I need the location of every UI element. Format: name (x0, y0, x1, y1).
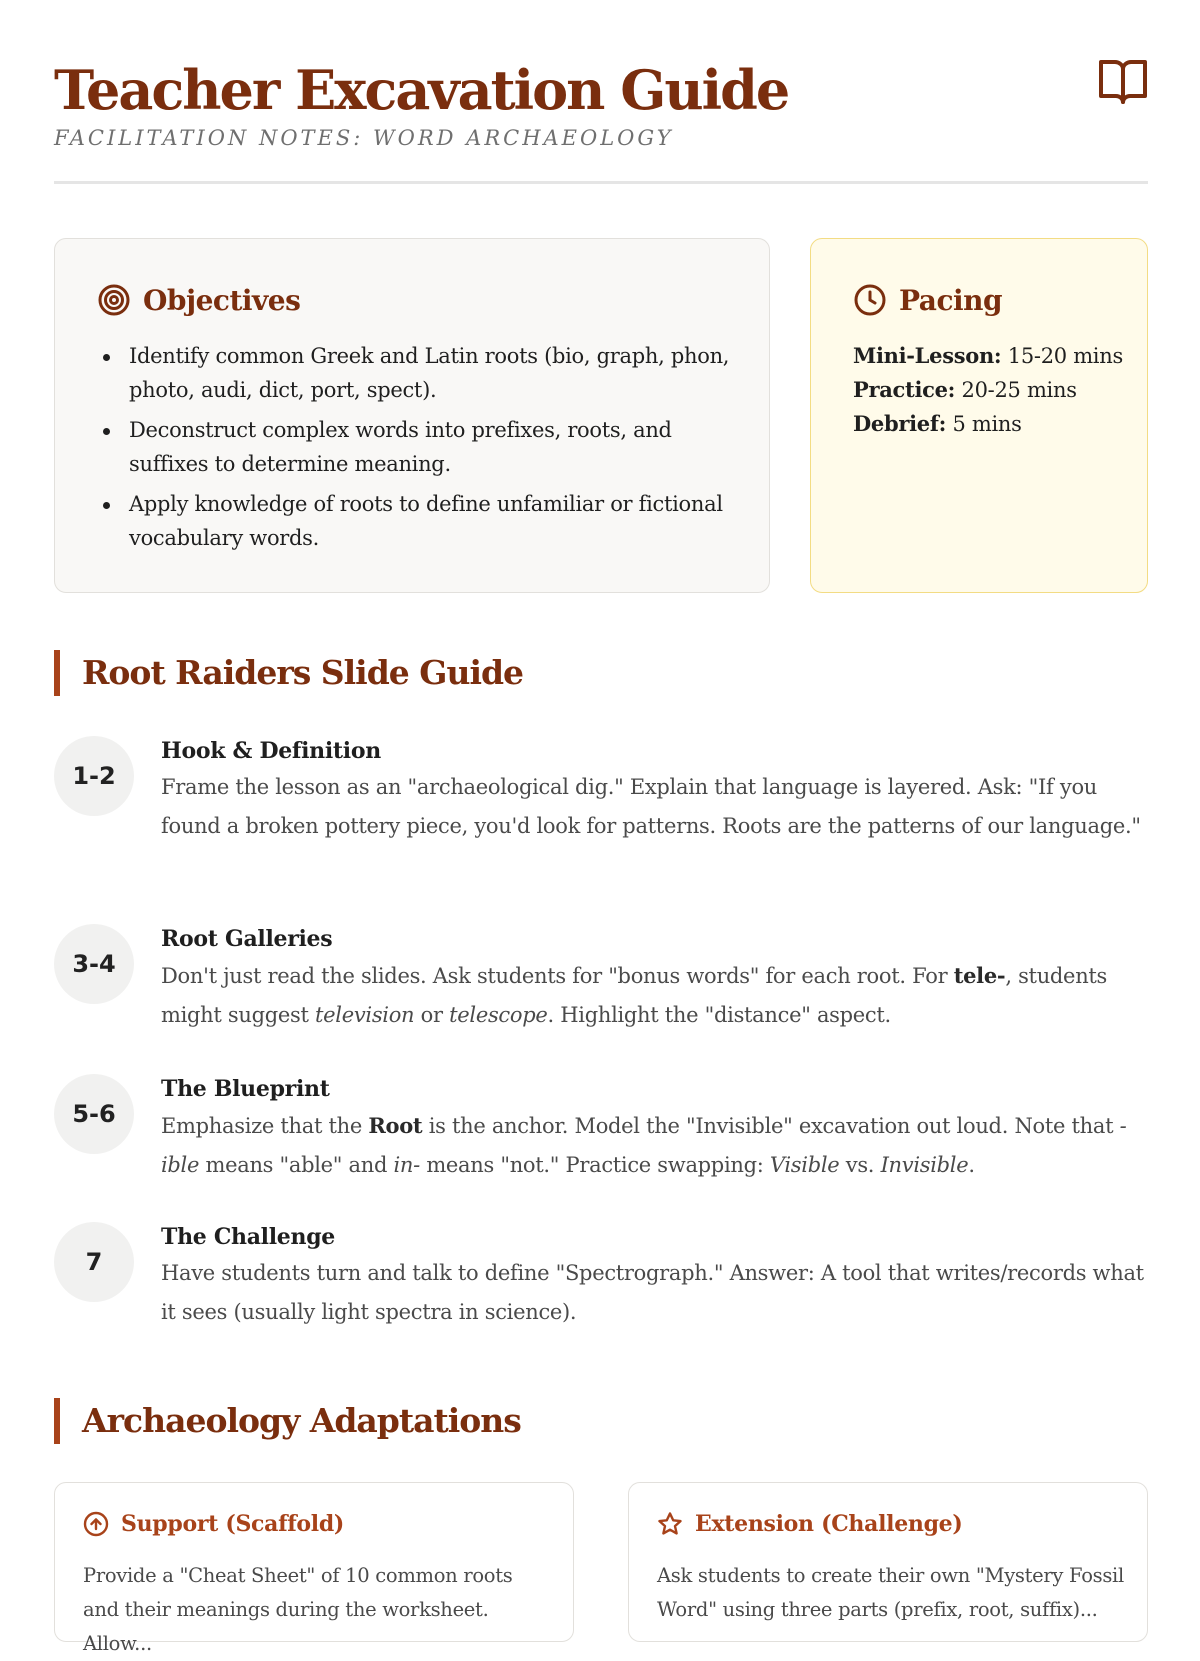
clock-icon (853, 283, 887, 317)
arrow-up-circle-icon (83, 1511, 109, 1537)
extension-card (628, 1482, 1148, 1642)
slide-number-badge: 3-4 (54, 924, 134, 1004)
objectives-heading: Objectives (143, 283, 301, 317)
extension-heading: Extension (Challenge) (695, 1511, 963, 1537)
step-text-italic: telescope (449, 1003, 548, 1027)
slide-guide-heading: Root Raiders Slide Guide (54, 650, 523, 696)
support-heading: Support (Scaffold) (121, 1511, 345, 1537)
objectives-list (129, 339, 739, 561)
step-text: . Highlight the "distance" aspect. (547, 1003, 891, 1027)
step-description (161, 1106, 1151, 1185)
step-text-italic: in- (393, 1153, 420, 1177)
pacing-details (853, 339, 1123, 441)
step-text: means "not." Practice swapping: (419, 1153, 770, 1177)
step-text-italic: Invisible (880, 1153, 969, 1177)
support-card (54, 1482, 574, 1655)
support-text: Provide a "Cheat Sheet" of 10 common roots and their meanings during the worksheet. Allow... (83, 1564, 513, 1655)
step-text: is the anchor. Model the "Invisible" excavation out loud. Note that (422, 1114, 1120, 1138)
adaptations-heading: Archaeology Adaptations (54, 1398, 521, 1444)
step-text-italic: television (315, 1003, 415, 1027)
step-title: Root Galleries (161, 926, 333, 952)
slide-number-badge: 1-2 (54, 736, 134, 816)
step-text: vs. (839, 1153, 881, 1177)
step-title: The Challenge (161, 1224, 335, 1250)
step-text: Have students turn and talk to define "Spectrograph." Answer: A tool that writes/records what it sees (usually light spectra in science). (161, 1261, 1144, 1324)
step-description (161, 1254, 1151, 1332)
pacing-label: Debrief: (853, 411, 947, 436)
pacing-value: 5 mins (952, 412, 1022, 436)
step-text: or (414, 1003, 450, 1027)
support-header (83, 1511, 344, 1537)
step-text: . (968, 1153, 975, 1177)
step-text-bold: Root (368, 1113, 423, 1138)
objectives-card (54, 238, 770, 593)
step-text: Emphasize that the (161, 1114, 369, 1138)
step-description (161, 956, 1151, 1035)
step-description (161, 768, 1151, 846)
pacing-value: 15-20 mins (1007, 344, 1123, 368)
pacing-header (853, 283, 1002, 317)
star-icon (657, 1511, 683, 1537)
list-item: Identify common Greek and Latin roots (bio, graph, phon, photo, audi, dict, port, spect). (129, 339, 739, 407)
pacing-row-debrief (853, 407, 1123, 441)
pacing-label: Mini-Lesson: (853, 343, 1002, 368)
page-title: Teacher Excavation Guide (54, 58, 789, 122)
step-text-italic: -ible (161, 1114, 1127, 1177)
objectives-header (97, 283, 300, 317)
page-subtitle: FACILITATION NOTES: WORD ARCHAEOLOGY (54, 126, 674, 150)
step-text-bold: tele- (953, 963, 1006, 988)
open-book-icon (1098, 56, 1148, 106)
pacing-label: Practice: (853, 377, 956, 402)
step-text-italic: Visible (769, 1153, 840, 1177)
step-title: The Blueprint (161, 1076, 330, 1102)
slide-number-badge: 7 (54, 1222, 134, 1302)
extension-text: Ask students to create their own "Mystery Fossil Word" using three parts (prefix, root, suffix)... (657, 1564, 1124, 1621)
step-text: Don't just read the slides. Ask students for "bonus words" for each root. For (161, 964, 954, 988)
step-text: , students might suggest (161, 964, 1108, 1027)
extension-header (657, 1511, 962, 1537)
pacing-card (810, 238, 1148, 593)
step-text: Frame the lesson as an "archaeological dig." Explain that language is layered. Ask: "If you found a broken pottery piece, you'd look for patterns. Roots are the patterns of our language." (161, 775, 1141, 838)
pacing-row-practice (853, 373, 1123, 407)
pacing-value: 20-25 mins (961, 378, 1077, 402)
page-header (54, 56, 1148, 184)
pacing-heading: Pacing (899, 283, 1003, 317)
step-title: Hook & Definition (161, 738, 381, 764)
slide-number-badge: 5-6 (54, 1074, 134, 1154)
list-item: Apply knowledge of roots to define unfamiliar or fictional vocabulary words. (129, 487, 739, 555)
target-icon (97, 283, 131, 317)
list-item: Deconstruct complex words into prefixes, roots, and suffixes to determine meaning. (129, 413, 739, 481)
step-text: means "able" and (199, 1153, 394, 1177)
pacing-row-mini-lesson (853, 339, 1123, 373)
